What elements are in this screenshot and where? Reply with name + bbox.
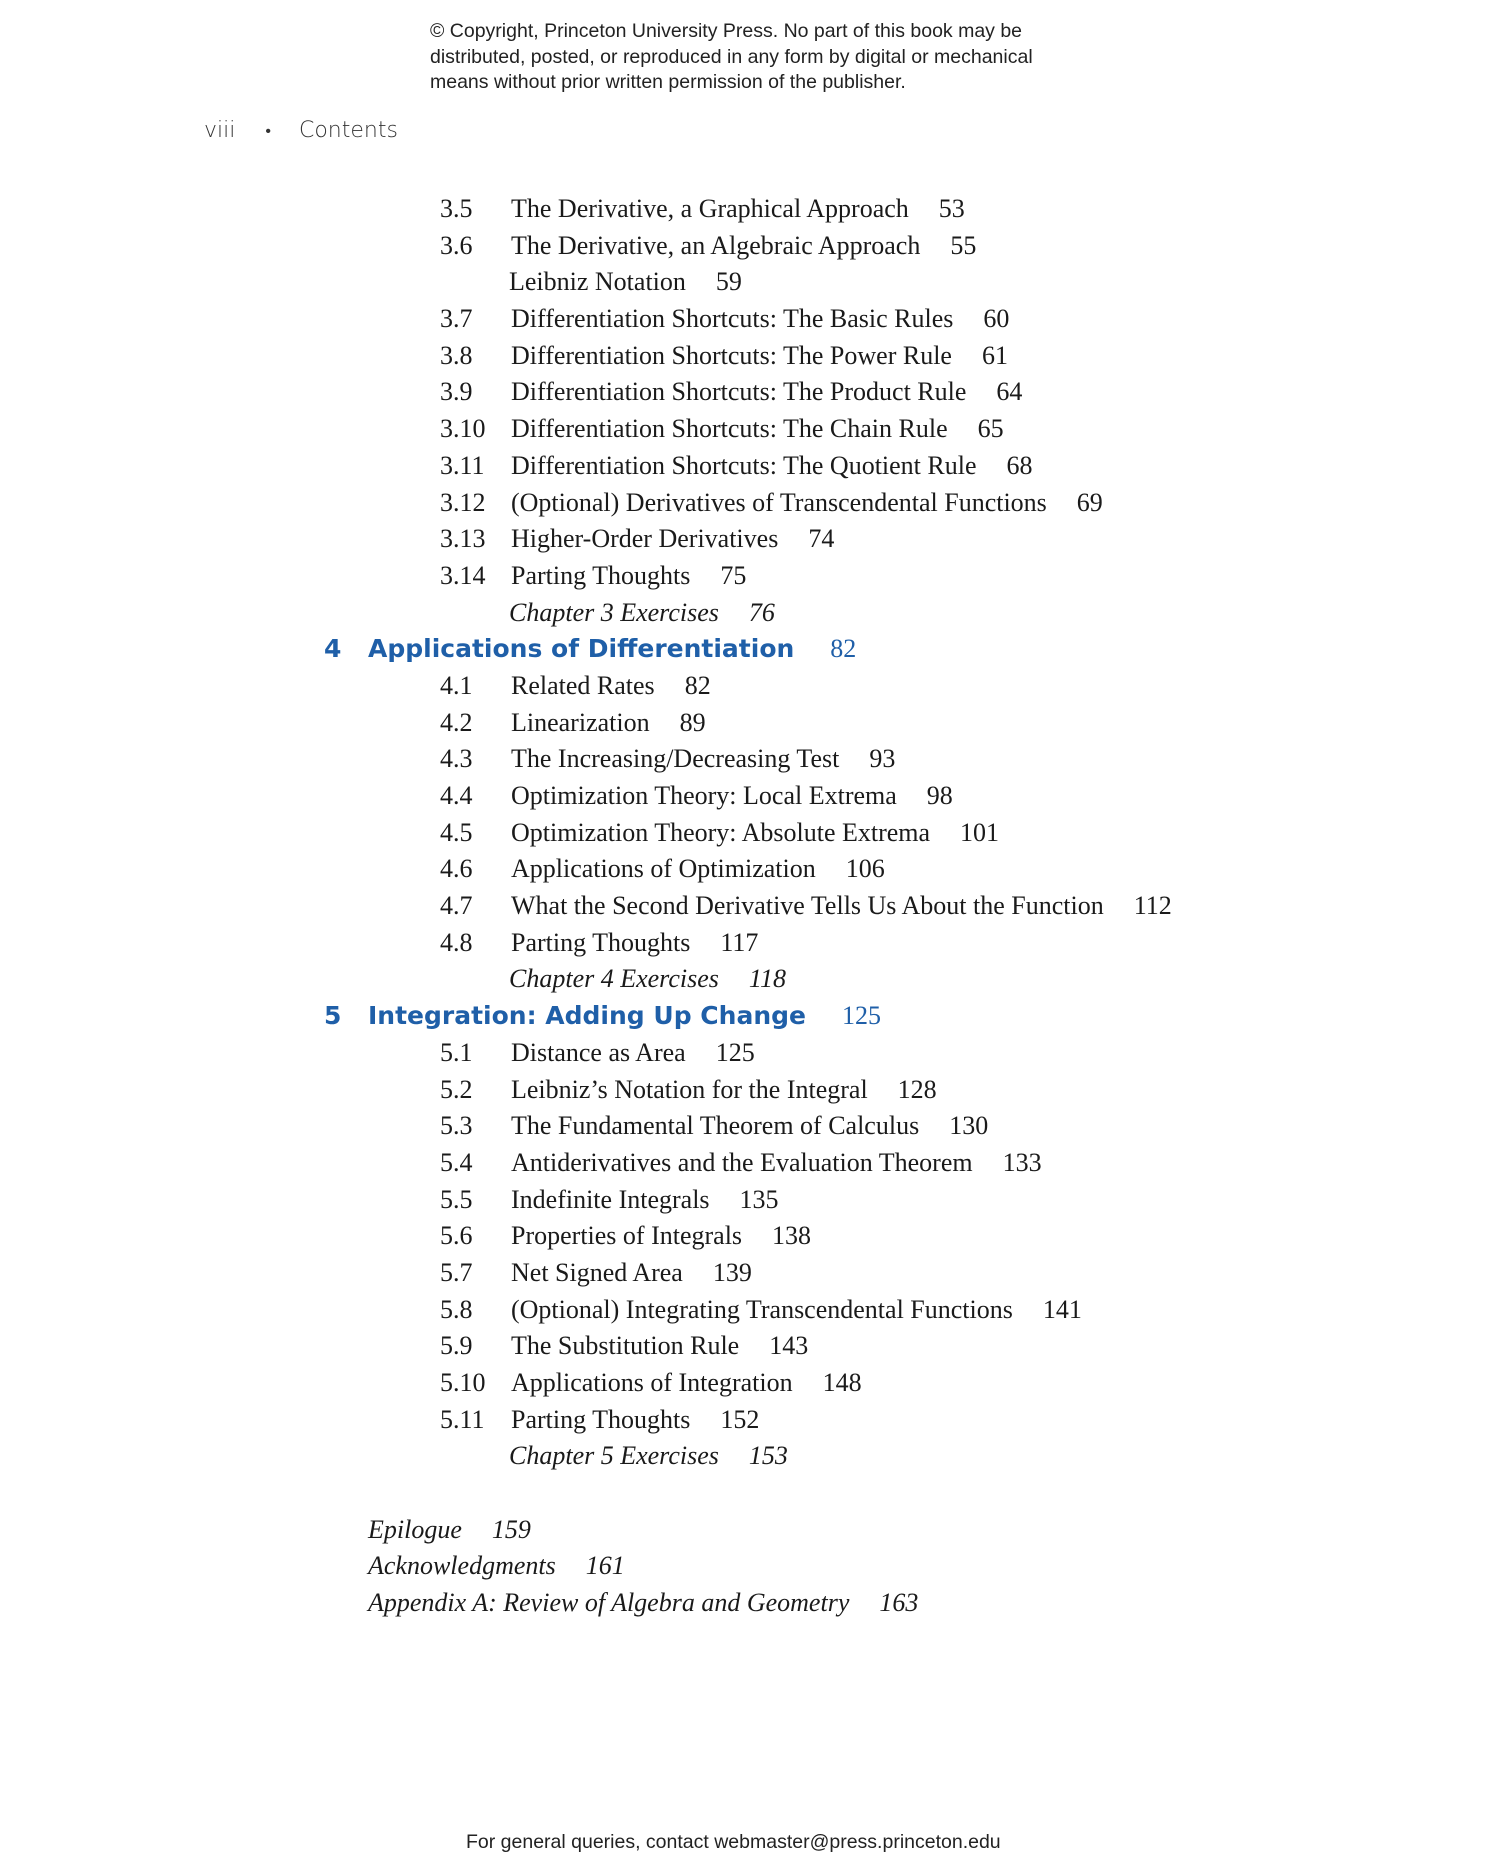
toc-entry-number: 4.2	[440, 707, 473, 737]
toc-entry-page: 117	[720, 927, 759, 957]
toc-section-entry[interactable]	[0, 1328, 1500, 1365]
toc-entry[interactable]	[0, 1585, 1500, 1622]
toc-entry-number: 5.7	[440, 1257, 473, 1287]
toc-entry-page: 89	[679, 707, 706, 737]
toc-entry-page: 82	[830, 634, 857, 664]
toc-entry-number: 5.4	[440, 1147, 473, 1177]
toc-entry-title: Antiderivatives and the Evaluation Theorem	[511, 1147, 973, 1177]
toc-entry-title: (Optional) Integrating Transcendental Functions	[511, 1294, 1013, 1324]
running-head-title: Contents	[298, 118, 398, 143]
toc-entry-title: Differentiation Shortcuts: The Quotient Rule	[511, 450, 977, 480]
toc-entry-title: Differentiation Shortcuts: The Basic Rules	[511, 304, 954, 334]
toc-entry[interactable]	[0, 264, 1500, 301]
toc-entry-title: Chapter 5 Exercises	[509, 1441, 719, 1471]
toc-entry-number: 5.1	[440, 1037, 473, 1067]
toc-entry-page: 98	[926, 781, 953, 810]
toc-entry-number: 5.11	[440, 1404, 485, 1434]
toc-entry-number: 5	[324, 1001, 342, 1031]
toc-section-entry[interactable]	[0, 705, 1500, 742]
toc-entry-title-group	[511, 485, 1103, 522]
toc-entry-number: 3.10	[440, 414, 486, 444]
toc-entry-title-group	[511, 668, 711, 705]
toc-entry-number: 3.12	[440, 487, 486, 517]
toc-entry-title-group	[511, 1108, 988, 1145]
toc-entry-title: (Optional) Derivatives of Transcendental Functions	[511, 487, 1047, 517]
toc-entry-title: Distance as Area	[511, 1037, 686, 1067]
toc-entry-title: Properties of Integrals	[511, 1221, 743, 1251]
toc-section-entry[interactable]	[0, 1292, 1500, 1329]
copyright-line: means without prior written permission of the publisher.	[430, 71, 906, 93]
toc-entry-number: 5.5	[440, 1184, 473, 1214]
toc-entry-title: Applications of Optimization	[511, 854, 816, 884]
toc-entry-number: 5.3	[440, 1111, 473, 1141]
toc-section-entry[interactable]	[0, 191, 1500, 228]
toc-entry-page: 82	[684, 670, 711, 700]
toc-section-entry[interactable]	[0, 448, 1500, 485]
toc-entry-title-group	[511, 411, 1004, 448]
bullet-separator: •	[265, 121, 271, 140]
toc-entry-number: 3.8	[440, 340, 473, 370]
toc-section-entry[interactable]	[0, 228, 1500, 265]
toc-entry-page: 141	[1042, 1294, 1082, 1324]
toc-section-entry[interactable]	[0, 668, 1500, 705]
copyright-line: © Copyright, Princeton University Press. No part of this book may be	[430, 20, 1023, 42]
toc-entry-page: 125	[715, 1037, 755, 1067]
toc-entry-number: 5.6	[440, 1221, 473, 1251]
toc-entry-title-group	[511, 374, 1022, 411]
toc-entry-title-group	[511, 815, 999, 852]
toc-entry-title-group	[511, 301, 1009, 338]
toc-entry-page: 74	[808, 524, 835, 554]
toc-entry-page: 135	[739, 1184, 779, 1214]
toc-entry-page: 68	[1006, 450, 1033, 480]
toc-entry-title-group	[511, 925, 758, 962]
toc-entry-number: 4.5	[440, 817, 473, 847]
toc-section-entry[interactable]	[0, 1365, 1500, 1402]
toc-section-entry[interactable]	[0, 851, 1500, 888]
toc-entry-title-group	[511, 1292, 1082, 1329]
running-head	[204, 118, 398, 143]
toc-entry-page: 163	[879, 1588, 919, 1618]
toc-section-entry[interactable]	[0, 338, 1500, 375]
toc-entry-title-group	[511, 558, 746, 595]
toc-entry-page: 125	[841, 1001, 881, 1031]
toc-entry-title: The Derivative, an Algebraic Approach	[511, 230, 921, 260]
toc-entry-title-group	[511, 1255, 752, 1292]
toc-entry-number: 3.9	[440, 377, 473, 407]
toc-entry-title-group	[511, 1328, 808, 1365]
toc-entry-page: 133	[1002, 1147, 1042, 1177]
toc-entry-page: 59	[715, 267, 742, 297]
toc-entry-title-group	[511, 191, 965, 228]
toc-entry-page: 161	[585, 1551, 625, 1581]
toc-entry-title: Appendix A: Review of Algebra and Geometry	[368, 1588, 850, 1618]
toc-section-entry[interactable]	[0, 1182, 1500, 1219]
toc-entry-title-group	[368, 631, 856, 668]
toc-entry-title: Epilogue	[368, 1514, 462, 1544]
toc-entry-page: 112	[1133, 891, 1172, 921]
toc-entry-number: 4.4	[440, 781, 473, 810]
toc-entry-title-group	[368, 1585, 918, 1622]
toc-entry-title: Parting Thoughts	[511, 927, 691, 957]
toc-chapter-entry[interactable]	[0, 631, 1500, 668]
toc-entry-title: Parting Thoughts	[511, 1404, 691, 1434]
toc-section-entry[interactable]	[0, 374, 1500, 411]
toc-entry-title: Applications of Integration	[511, 1368, 793, 1397]
toc-entry-number: 3.11	[440, 450, 485, 480]
toc-entry-number: 3.13	[440, 524, 486, 554]
toc-entry-page: 69	[1076, 487, 1103, 517]
toc-entry[interactable]	[0, 1438, 1500, 1475]
toc-section-entry[interactable]	[0, 1145, 1500, 1182]
toc-entry[interactable]	[0, 595, 1500, 632]
toc-entry-title-group	[511, 1182, 779, 1219]
toc-entry-number: 5.2	[440, 1074, 473, 1104]
toc-entry-page: 153	[748, 1441, 788, 1471]
toc-entry-title: Applications of Differentiation	[368, 634, 795, 664]
toc-section-entry[interactable]	[0, 1072, 1500, 1109]
toc-spacer	[0, 1475, 1500, 1512]
toc-entry-page: 130	[949, 1111, 989, 1141]
copyright-line: distributed, posted, or reproduced in any form by digital or mechanical	[430, 45, 1033, 68]
toc-section-entry[interactable]	[0, 1255, 1500, 1292]
toc-entry-title-group	[509, 961, 786, 998]
toc-entry[interactable]	[0, 1548, 1500, 1585]
toc-entry-number: 3.14	[440, 560, 486, 590]
toc-entry-page: 138	[772, 1221, 812, 1251]
toc-entry-title-group	[511, 1218, 811, 1255]
toc-section-entry[interactable]	[0, 1108, 1500, 1145]
toc-entry-title-group	[511, 778, 953, 815]
toc-entry-title: The Fundamental Theorem of Calculus	[511, 1111, 920, 1141]
toc-entry-title: Higher-Order Derivatives	[511, 524, 779, 554]
toc-entry-page: 55	[950, 230, 977, 260]
toc-entry-page: 128	[897, 1074, 937, 1104]
toc-entry-page: 75	[720, 560, 747, 590]
toc-entry-title-group	[368, 1548, 625, 1585]
toc-entry-title: Leibniz Notation	[509, 267, 686, 297]
toc-entry-number: 5.9	[440, 1331, 473, 1361]
toc-entry-title: Integration: Adding Up Change	[368, 1001, 806, 1031]
toc-entry-title: Linearization	[511, 707, 650, 737]
toc-entry-title-group	[511, 338, 1008, 375]
toc-entry-title: Acknowledgments	[368, 1551, 556, 1581]
toc-entry-title-group	[511, 705, 706, 742]
toc-entry-page: 159	[491, 1514, 531, 1544]
toc-entry-page: 148	[822, 1368, 862, 1397]
toc-entry-title: Optimization Theory: Absolute Extrema	[511, 817, 931, 847]
table-of-contents	[0, 191, 1500, 1622]
toc-entry-title-group	[511, 521, 834, 558]
toc-entry-title-group	[511, 1365, 862, 1402]
toc-entry-title: Chapter 3 Exercises	[509, 597, 719, 627]
toc-entry-title-group	[511, 1145, 1042, 1182]
toc-section-entry[interactable]	[0, 778, 1500, 815]
toc-section-entry[interactable]	[0, 1402, 1500, 1439]
toc-entry-page: 101	[960, 817, 1000, 847]
toc-entry-title-group	[509, 595, 775, 632]
toc-entry-number: 4.8	[440, 927, 473, 957]
toc-entry-title-group	[511, 1072, 937, 1109]
toc-entry-title-group	[368, 998, 881, 1035]
toc-entry-title-group	[368, 1512, 531, 1549]
toc-entry-page: 152	[720, 1404, 760, 1434]
toc-entry-number: 4.7	[440, 891, 473, 921]
toc-entry-number: 4	[324, 634, 342, 664]
toc-entry-title-group	[509, 264, 742, 301]
toc-entry-page: 93	[869, 744, 896, 774]
toc-entry-number: 5.10	[440, 1368, 486, 1397]
toc-entry-title: Chapter 4 Exercises	[509, 964, 719, 994]
toc-section-entry[interactable]	[0, 301, 1500, 338]
toc-section-entry[interactable]	[0, 521, 1500, 558]
footer-contact: For general queries, contact webmaster@press.princeton.edu	[466, 1831, 1001, 1853]
toc-entry-number: 3.5	[440, 194, 473, 223]
copyright-notice	[430, 19, 1033, 96]
toc-entry-number: 5.8	[440, 1294, 473, 1324]
toc-entry-title: Indefinite Integrals	[511, 1184, 710, 1214]
toc-entry-page: 76	[748, 597, 775, 627]
toc-entry-number: 3.7	[440, 304, 473, 334]
toc-entry-title-group	[511, 851, 885, 888]
toc-section-entry[interactable]	[0, 485, 1500, 522]
toc-entry-page: 64	[996, 377, 1023, 407]
toc-section-entry[interactable]	[0, 888, 1500, 925]
toc-section-entry[interactable]	[0, 1035, 1500, 1072]
toc-entry-number: 4.6	[440, 854, 473, 884]
page-number: viii	[204, 118, 236, 143]
toc-entry-title: Optimization Theory: Local Extrema	[511, 781, 897, 810]
toc-entry-title: The Increasing/Decreasing Test	[511, 744, 840, 774]
toc-section-entry[interactable]	[0, 558, 1500, 595]
toc-entry-title: What the Second Derivative Tells Us About the Function	[511, 891, 1104, 921]
toc-entry-number: 3.6	[440, 230, 473, 260]
toc-section-entry[interactable]	[0, 925, 1500, 962]
toc-entry[interactable]	[0, 961, 1500, 998]
toc-entry-title: Leibniz’s Notation for the Integral	[511, 1074, 868, 1104]
toc-section-entry[interactable]	[0, 1218, 1500, 1255]
toc-entry-page: 60	[983, 304, 1010, 334]
toc-entry-page: 139	[712, 1257, 752, 1287]
toc-entry-title: The Derivative, a Graphical Approach	[511, 194, 909, 223]
toc-entry-page: 118	[748, 964, 786, 994]
toc-entry-page: 61	[981, 340, 1008, 370]
toc-entry-title-group	[511, 741, 895, 778]
toc-entry-page: 106	[845, 854, 885, 884]
toc-entry-title: Differentiation Shortcuts: The Chain Rule	[511, 414, 948, 444]
toc-entry-page: 143	[769, 1331, 809, 1361]
toc-entry-page: 53	[938, 194, 965, 223]
toc-entry-title-group	[511, 228, 976, 265]
toc-entry-title-group	[509, 1438, 788, 1475]
toc-entry-title-group	[511, 888, 1172, 925]
toc-chapter-entry[interactable]	[0, 998, 1500, 1035]
toc-entry-title: Parting Thoughts	[511, 560, 691, 590]
toc-entry-title: The Substitution Rule	[511, 1331, 740, 1361]
toc-entry-number: 4.3	[440, 744, 473, 774]
toc-entry[interactable]	[0, 1512, 1500, 1549]
toc-entry-page: 65	[977, 414, 1004, 444]
toc-entry-title: Differentiation Shortcuts: The Power Rule	[511, 340, 952, 370]
toc-entry-title: Net Signed Area	[511, 1257, 683, 1287]
toc-entry-number: 4.1	[440, 670, 473, 700]
toc-entry-title-group	[511, 448, 1033, 485]
toc-section-entry[interactable]	[0, 741, 1500, 778]
toc-section-entry[interactable]	[0, 815, 1500, 852]
toc-entry-title-group	[511, 1035, 755, 1072]
toc-entry-title: Related Rates	[511, 670, 655, 700]
toc-entry-title-group	[511, 1402, 759, 1439]
toc-entry-title: Differentiation Shortcuts: The Product Rule	[511, 377, 967, 407]
toc-section-entry[interactable]	[0, 411, 1500, 448]
